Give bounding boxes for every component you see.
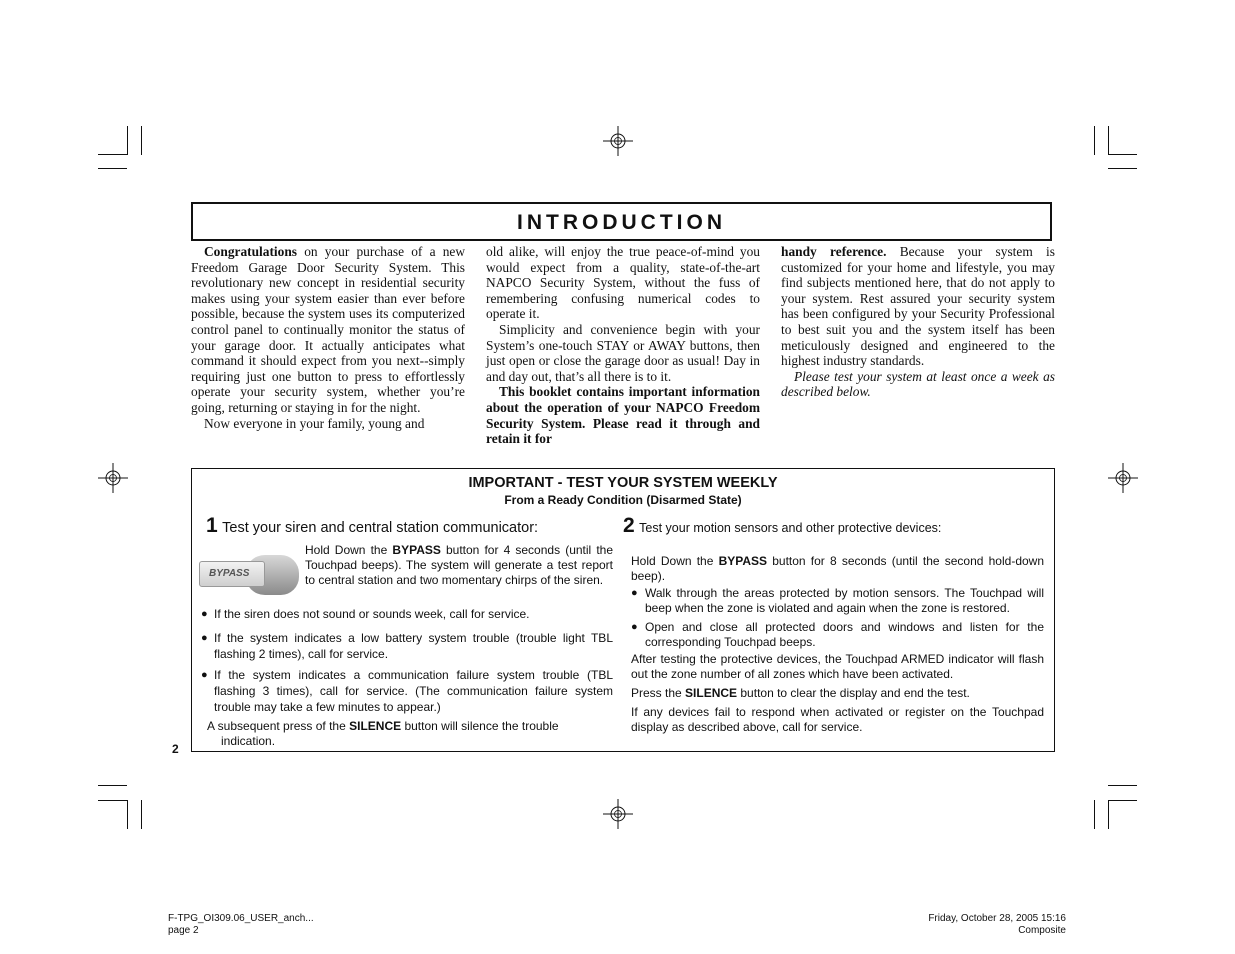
step-2-instruction [631, 554, 1044, 584]
text: button will silence the trouble indication. [221, 719, 559, 748]
list-item-text: Walk through the areas protected by motion sensors. The Touchpad will beep when the zone is violated and again when the zone is restored. [645, 586, 1044, 615]
paragraph [191, 244, 465, 416]
paragraph: Now everyone in your family, young and [204, 415, 425, 431]
bypass-key-label: BYPASS [209, 568, 250, 579]
footer-filename: F-TPG_OI309.06_USER_anch... [168, 913, 314, 924]
title-box [191, 202, 1052, 241]
paragraph: old alike, will enjoy the true peace-of-mind you would expect from a quality, state-of-the-art NAPCO Security System, without the fuss of remembering confusing numerical codes to operate it. [486, 244, 760, 322]
bullet-icon: ● [631, 587, 638, 599]
paragraph: Please test your system at least once a week as described below. [781, 368, 1055, 400]
list-item-text: If the siren does not sound or sounds week, call for service. [214, 607, 530, 621]
page-number: 2 [172, 742, 179, 756]
silence-note [207, 719, 613, 749]
text: Hold Down the [305, 543, 393, 557]
key-name: BYPASS [718, 554, 768, 568]
list-item [201, 607, 613, 622]
step-1-heading [206, 514, 626, 538]
bypass-button-image [199, 555, 299, 597]
press-silence-text [631, 686, 1044, 701]
list-item [631, 620, 1044, 650]
text: Hold Down the [631, 554, 719, 568]
text: button for 8 seconds (until the second hold-down beep). [631, 554, 1045, 583]
page-title: INTRODUCTION [517, 211, 726, 234]
paragraph [781, 244, 1055, 369]
text-column-2 [486, 244, 760, 447]
body-text: on your purchase of a new Freedom Garage Door Security System. This revolutionary new concept in residential security makes using your system easier than ever before possible, because the system uses its computerized control panel to continually monitor the status of your garage door. It actually anticipates what command it should expect from you next--simply requiring just one button to press to effortlessly operate your security system, whether you’re going, returning or staying in for the night. [191, 244, 465, 415]
text: button for 4 seconds (until the Touchpad beeps). The system will generate a test report to central station and two momentary chirps of the siren. [305, 543, 614, 587]
registration-mark-icon [603, 799, 633, 829]
list-item [631, 586, 1044, 616]
step-1-instruction [305, 543, 613, 588]
test-system-box [191, 468, 1055, 752]
text-column-1 [191, 244, 465, 431]
paragraph: Simplicity and convenience begin with your System’s one-touch STAY or AWAY buttons, then just open or close the garage door as usual! Day in and day out, that’s all there is to it. [486, 321, 760, 384]
fail-text: If any devices fail to respond when activated or register on the Touchpad display as described above, call for service. [631, 705, 1044, 734]
step-title: Test your motion sensors and other protective devices: [639, 521, 942, 535]
footer-page: page 2 [168, 925, 199, 936]
paragraph: This booklet contains important information about the operation of your NAPCO Freedom Security System. Please read it through and retain it for [486, 384, 760, 447]
registration-mark-icon [1108, 463, 1138, 493]
list-item [201, 667, 613, 715]
footer-left [168, 913, 314, 937]
step-number: 1 [206, 514, 218, 537]
bold-text: handy reference. [781, 244, 887, 259]
text-column-3 [781, 244, 1055, 400]
step-2-heading [623, 514, 1053, 538]
step-number: 2 [623, 514, 635, 537]
footer-composite: Composite [1018, 925, 1066, 936]
list-item-text: If the system indicates a low battery system trouble (trouble light TBL flashing 2 times), call for service. [214, 631, 613, 661]
registration-mark-icon [603, 126, 633, 156]
test-box-heading: IMPORTANT - TEST YOUR SYSTEM WEEKLY [468, 475, 778, 491]
bullet-icon: ● [631, 621, 638, 633]
key-name: SILENCE [349, 719, 402, 733]
key-name: BYPASS [392, 543, 441, 557]
step-title: Test your siren and central station communicator: [222, 520, 539, 536]
text: Press the [631, 686, 686, 700]
list-item-text: If the system indicates a communication failure system trouble (TBL flashing 3 times), call for service. (The communication failure system trouble may take a few minutes to appear.) [214, 668, 613, 714]
bullet-icon: ● [201, 669, 208, 681]
text: A subsequent press of the [207, 719, 350, 733]
test-box-subheading: From a Ready Condition (Disarmed State) [504, 493, 742, 507]
bold-text: Congratulations [204, 244, 298, 259]
footer-date: Friday, October 28, 2005 15:16 [928, 913, 1066, 924]
after-testing-text: After testing the protective devices, the Touchpad ARMED indicator will flash out the zone number of all zones which have been activated. [631, 652, 1044, 681]
body-text: Because your system is customized for your home and lifestyle, you may find subjects mentioned here, that do not apply to your system. Rest assured your security system has been configured by your Security Professional to best suit you and the system itself has been meticulously designed and engineered to the highest industry standards. [781, 244, 1055, 369]
text: button to clear the display and end the test. [737, 686, 970, 700]
registration-mark-icon [98, 463, 128, 493]
list-item [201, 630, 613, 662]
bullet-icon: ● [201, 632, 208, 644]
key-name: SILENCE [685, 686, 738, 700]
list-item-text: Open and close all protected doors and windows and listen for the corresponding Touchpad beeps. [645, 620, 1044, 649]
bullet-icon: ● [201, 608, 208, 620]
footer-right [928, 913, 1066, 937]
